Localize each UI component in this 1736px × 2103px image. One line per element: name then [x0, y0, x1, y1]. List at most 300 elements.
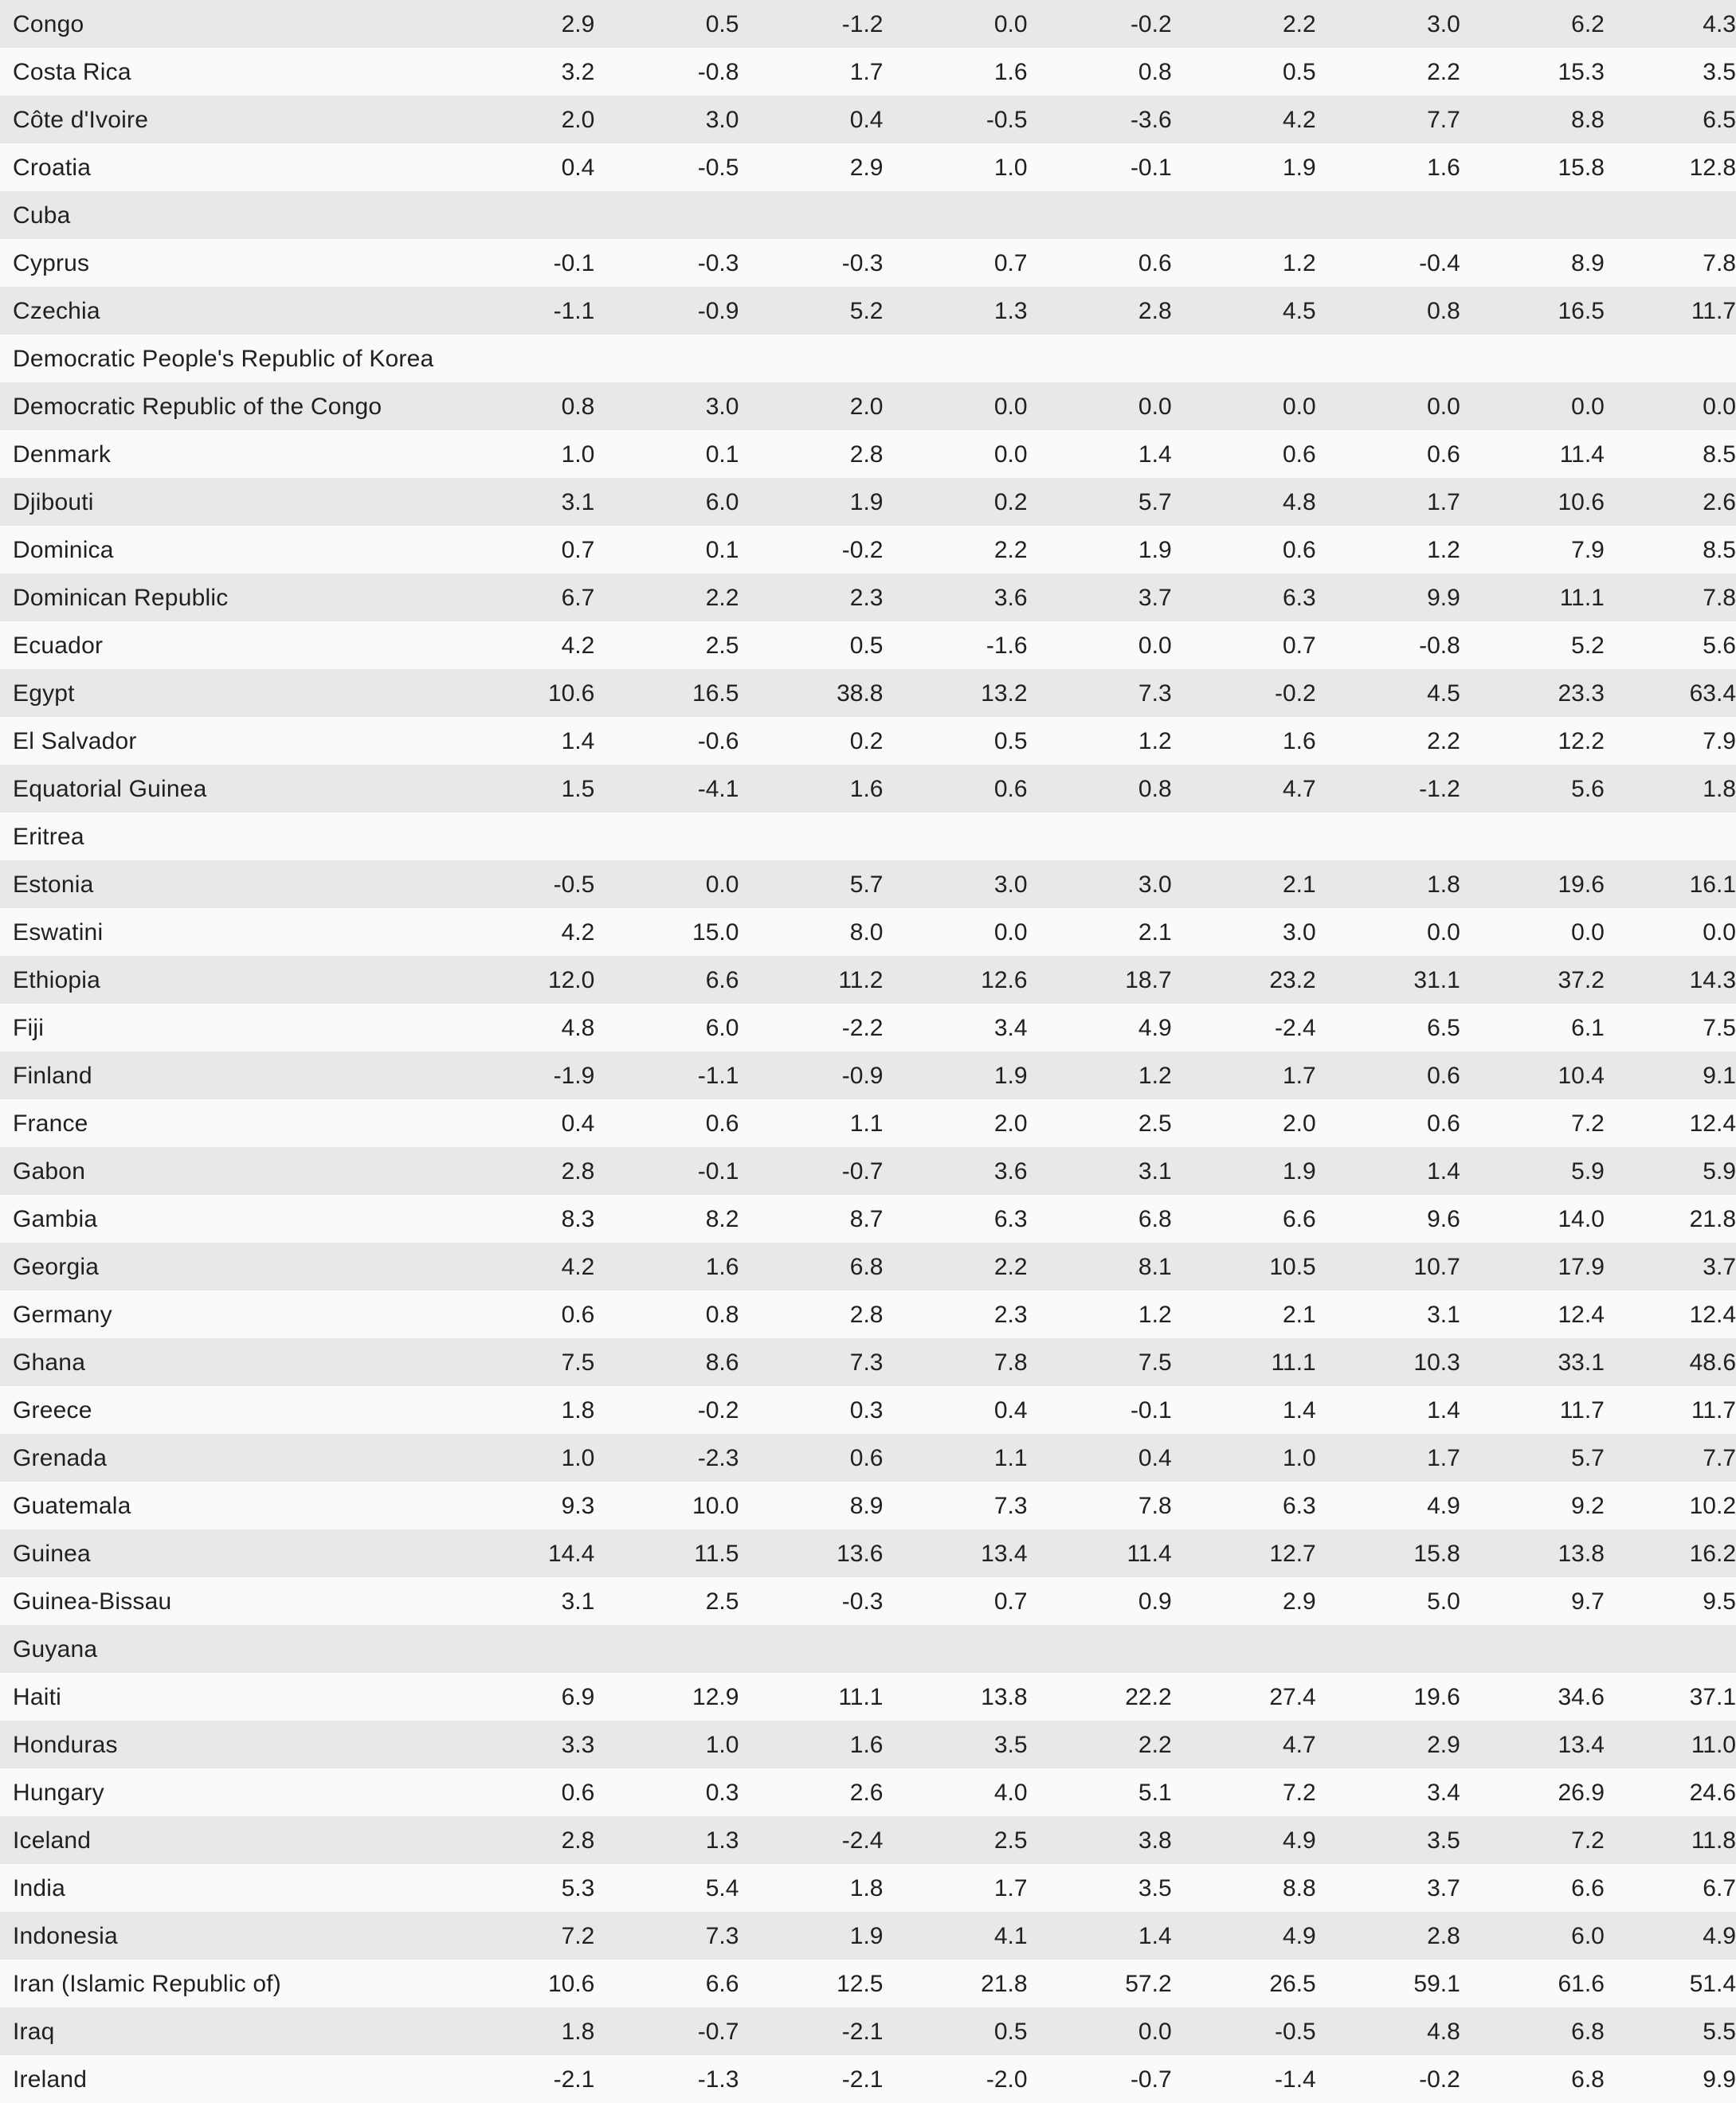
value-cell: 11.2 — [838, 966, 884, 993]
value-cell: 6.8 — [1571, 2066, 1605, 2093]
value-cell: 11.7 — [1691, 1396, 1736, 1424]
value-cell: 3.1 — [1138, 1157, 1172, 1185]
table-row — [0, 1338, 1736, 1386]
value-cell: 10.7 — [1413, 1253, 1460, 1280]
value-cell: 2.8 — [849, 441, 884, 468]
value-cell: 3.0 — [1138, 871, 1172, 898]
value-cell: 10.4 — [1558, 1062, 1605, 1089]
value-cell: 6.3 — [993, 1205, 1028, 1232]
value-cell: 16.1 — [1689, 871, 1736, 898]
value-cell: 12.4 — [1689, 1110, 1736, 1137]
value-cell: 11.8 — [1691, 1827, 1736, 1854]
country-name-cell: Costa Rica — [13, 58, 131, 85]
value-cell: 0.0 — [1703, 918, 1736, 946]
value-cell — [739, 335, 883, 382]
value-cell: 38.8 — [837, 679, 884, 707]
value-cell — [1172, 335, 1316, 382]
value-cell: -1.6 — [986, 632, 1028, 659]
value-cell: -0.8 — [697, 58, 739, 85]
value-cell: 8.2 — [705, 1205, 739, 1232]
table-row — [0, 287, 1736, 335]
value-cell: 19.6 — [1558, 871, 1605, 898]
value-cell: 7.2 — [1571, 1110, 1605, 1137]
table-row — [0, 1147, 1736, 1195]
value-cell: 0.0 — [1427, 393, 1460, 420]
value-cell: 15.8 — [1558, 154, 1605, 181]
value-cell: 2.9 — [849, 154, 884, 181]
value-cell: 1.2 — [1138, 727, 1172, 754]
table-row — [0, 813, 1736, 860]
value-cell: 3.2 — [561, 58, 595, 85]
value-cell: 3.5 — [1138, 1874, 1172, 1901]
value-cell: 8.5 — [1703, 536, 1736, 563]
value-cell: 3.7 — [1427, 1874, 1460, 1901]
country-name-cell: Estonia — [13, 871, 94, 898]
value-cell: 7.5 — [1703, 1014, 1736, 1041]
value-cell: 3.1 — [561, 1588, 595, 1615]
value-cell: 5.2 — [1571, 632, 1605, 659]
value-cell — [883, 813, 1027, 860]
country-name-cell: Finland — [13, 1062, 92, 1089]
value-cell: 0.6 — [561, 1301, 595, 1328]
value-cell: 7.8 — [993, 1349, 1028, 1376]
value-cell: 7.3 — [705, 1922, 739, 1949]
value-cell: 57.2 — [1125, 1970, 1172, 1997]
value-cell: 3.5 — [993, 1731, 1028, 1758]
value-cell: -0.1 — [553, 249, 595, 276]
value-cell: 1.6 — [849, 1731, 884, 1758]
value-cell: -0.9 — [697, 297, 739, 324]
value-cell: 1.8 — [1427, 871, 1460, 898]
value-cell: -0.3 — [697, 249, 739, 276]
value-cell — [1028, 335, 1172, 382]
value-cell: 0.7 — [993, 1588, 1028, 1615]
value-cell: 3.6 — [993, 1157, 1028, 1185]
value-cell: -0.5 — [697, 154, 739, 181]
value-cell: 1.4 — [1138, 441, 1172, 468]
value-cell: 21.8 — [1689, 1205, 1736, 1232]
value-cell: 4.8 — [1283, 488, 1316, 515]
value-cell: 37.1 — [1689, 1683, 1736, 1710]
value-cell: 12.9 — [692, 1683, 739, 1710]
value-cell: -2.0 — [986, 2066, 1028, 2093]
table-row — [0, 1482, 1736, 1529]
value-cell — [1316, 335, 1460, 382]
value-cell — [450, 813, 594, 860]
value-cell: 2.8 — [849, 1301, 884, 1328]
value-cell: 9.9 — [1427, 584, 1460, 611]
value-cell — [1460, 1625, 1605, 1673]
value-cell: 13.2 — [981, 679, 1028, 707]
value-cell: 11.5 — [694, 1540, 739, 1567]
value-cell: -0.5 — [1275, 2018, 1316, 2045]
table-row — [0, 1434, 1736, 1482]
country-name-cell: Czechia — [13, 297, 100, 324]
value-cell — [594, 191, 739, 239]
value-cell: 0.1 — [705, 441, 739, 468]
value-cell: 1.4 — [1138, 1922, 1172, 1949]
country-name-cell: Haiti — [13, 1683, 62, 1710]
value-cell: 4.5 — [1283, 297, 1316, 324]
value-cell: -1.2 — [1419, 775, 1460, 802]
country-name-cell: Eswatini — [13, 918, 104, 946]
value-cell: 4.2 — [1283, 106, 1316, 133]
value-cell: 2.8 — [1427, 1922, 1460, 1949]
value-cell: 6.5 — [1703, 106, 1736, 133]
value-cell: 13.4 — [981, 1540, 1028, 1567]
value-cell: 4.9 — [1283, 1922, 1316, 1949]
value-cell: 1.0 — [561, 1444, 595, 1471]
value-cell: 6.8 — [1138, 1205, 1172, 1232]
table-row — [0, 96, 1736, 143]
value-cell: 2.2 — [1427, 58, 1460, 85]
value-cell: 0.6 — [1138, 249, 1172, 276]
value-cell: 5.9 — [1703, 1157, 1736, 1185]
value-cell: 9.7 — [1571, 1588, 1605, 1615]
value-cell: 2.1 — [1138, 918, 1172, 946]
value-cell: 16.2 — [1689, 1540, 1736, 1567]
table-row — [0, 908, 1736, 956]
country-name-cell: Cuba — [13, 202, 71, 229]
value-cell: 16.5 — [692, 679, 739, 707]
value-cell: 0.0 — [993, 441, 1028, 468]
value-cell: 1.7 — [1427, 1444, 1460, 1471]
value-cell: -0.1 — [1130, 1396, 1172, 1424]
value-cell: 2.0 — [849, 393, 884, 420]
table-row — [0, 1195, 1736, 1243]
country-name-cell: Fiji — [13, 1014, 45, 1041]
value-cell: 1.0 — [1283, 1444, 1316, 1471]
value-cell: -2.1 — [553, 2066, 595, 2093]
value-cell: 7.9 — [1703, 727, 1736, 754]
value-cell: 7.8 — [1703, 584, 1736, 611]
value-cell: 0.0 — [1571, 393, 1605, 420]
value-cell: 7.2 — [561, 1922, 595, 1949]
value-cell: 0.6 — [849, 1444, 884, 1471]
value-cell: 0.4 — [561, 1110, 595, 1137]
table-row — [0, 1625, 1736, 1673]
value-cell: 6.0 — [705, 1014, 739, 1041]
value-cell: 4.8 — [561, 1014, 595, 1041]
value-cell: 0.6 — [1427, 441, 1460, 468]
table-row — [0, 430, 1736, 478]
value-cell: 0.8 — [561, 393, 595, 420]
value-cell: 4.2 — [561, 632, 595, 659]
value-cell: -1.1 — [697, 1062, 739, 1089]
value-cell: 1.2 — [1283, 249, 1316, 276]
value-cell: -2.2 — [841, 1014, 884, 1041]
value-cell: -0.8 — [1419, 632, 1460, 659]
value-cell: 2.5 — [993, 1827, 1028, 1854]
value-cell: 11.7 — [1691, 297, 1736, 324]
country-name-cell: El Salvador — [13, 727, 137, 754]
value-cell: 14.3 — [1689, 966, 1736, 993]
value-cell: 8.5 — [1703, 441, 1736, 468]
value-cell: 2.0 — [561, 106, 595, 133]
value-cell: 0.5 — [1283, 58, 1316, 85]
table-row — [0, 1529, 1736, 1577]
value-cell: 3.6 — [993, 584, 1028, 611]
table-row — [0, 382, 1736, 430]
value-cell: 2.5 — [705, 1588, 739, 1615]
value-cell: 10.6 — [547, 679, 595, 707]
country-name-cell: Eritrea — [13, 823, 84, 850]
value-cell: 0.4 — [1138, 1444, 1172, 1471]
value-cell: 4.8 — [1427, 2018, 1460, 2045]
value-cell: 2.2 — [993, 536, 1028, 563]
value-cell: 2.0 — [993, 1110, 1028, 1137]
country-name-cell: Greece — [13, 1396, 92, 1424]
value-cell: 0.6 — [1427, 1062, 1460, 1089]
value-cell: 1.7 — [1427, 488, 1460, 515]
value-cell: 6.0 — [705, 488, 739, 515]
value-cell: 1.5 — [561, 775, 595, 802]
value-cell: 10.6 — [1558, 488, 1605, 515]
value-cell: 5.7 — [849, 871, 884, 898]
table-row — [0, 1577, 1736, 1625]
table-row — [0, 765, 1736, 813]
country-name-cell: Ghana — [13, 1349, 86, 1376]
value-cell: 1.2 — [1427, 536, 1460, 563]
value-cell: 2.2 — [1283, 10, 1316, 37]
country-name-cell: Ethiopia — [13, 966, 101, 993]
value-cell: 0.0 — [1138, 632, 1172, 659]
value-cell: 2.8 — [1138, 297, 1172, 324]
table-row — [0, 526, 1736, 574]
value-cell: 7.3 — [1138, 679, 1172, 707]
value-cell: -2.3 — [697, 1444, 739, 1471]
value-cell: 0.0 — [993, 918, 1028, 946]
value-cell: 3.0 — [705, 393, 739, 420]
value-cell — [1316, 191, 1460, 239]
value-cell: 7.8 — [1138, 1492, 1172, 1519]
value-cell: 2.8 — [561, 1827, 595, 1854]
value-cell: 19.6 — [1413, 1683, 1460, 1710]
value-cell: 4.9 — [1703, 1922, 1736, 1949]
value-cell: 2.6 — [849, 1779, 884, 1806]
value-cell: 4.9 — [1138, 1014, 1172, 1041]
value-cell: 51.4 — [1689, 1970, 1736, 1997]
value-cell: -0.2 — [1419, 2066, 1460, 2093]
value-cell: 2.0 — [1283, 1110, 1316, 1137]
value-cell: -1.3 — [697, 2066, 739, 2093]
value-cell: 13.6 — [837, 1540, 884, 1567]
value-cell — [1028, 813, 1172, 860]
value-cell: 1.4 — [1427, 1157, 1460, 1185]
value-cell: -1.4 — [1275, 2066, 1316, 2093]
value-cell: -3.6 — [1130, 106, 1172, 133]
value-cell: 1.9 — [1283, 154, 1316, 181]
value-cell: 11.0 — [1691, 1731, 1736, 1758]
table-row — [0, 191, 1736, 239]
value-cell: 12.0 — [547, 966, 595, 993]
value-cell: 6.6 — [1571, 1874, 1605, 1901]
value-cell: 5.7 — [1138, 488, 1172, 515]
country-name-cell: Gambia — [13, 1205, 98, 1232]
value-cell: 13.8 — [1558, 1540, 1605, 1567]
value-cell: 1.6 — [1283, 727, 1316, 754]
value-cell: 8.6 — [705, 1349, 739, 1376]
value-cell: 1.8 — [1703, 775, 1736, 802]
value-cell: -2.1 — [841, 2018, 884, 2045]
value-cell — [1316, 813, 1460, 860]
country-name-cell: Iceland — [13, 1827, 92, 1854]
value-cell: 6.7 — [1703, 1874, 1736, 1901]
value-cell: 0.5 — [705, 10, 739, 37]
value-cell: 2.3 — [849, 584, 884, 611]
value-cell: -0.7 — [1130, 2066, 1172, 2093]
value-cell: 0.0 — [1283, 393, 1316, 420]
value-cell: 10.6 — [547, 1970, 595, 1997]
value-cell: 4.9 — [1427, 1492, 1460, 1519]
value-cell: 6.9 — [561, 1683, 595, 1710]
value-cell: 3.5 — [1703, 58, 1736, 85]
value-cell: -0.6 — [697, 727, 739, 754]
value-cell: -0.5 — [986, 106, 1028, 133]
value-cell: 1.7 — [993, 1874, 1028, 1901]
value-cell: 9.5 — [1703, 1588, 1736, 1615]
table-row — [0, 2055, 1736, 2103]
value-cell: 9.6 — [1427, 1205, 1460, 1232]
value-cell: 24.6 — [1689, 1779, 1736, 1806]
value-cell: 3.4 — [1427, 1779, 1460, 1806]
value-cell: 3.1 — [561, 488, 595, 515]
value-cell: 26.5 — [1269, 1970, 1316, 1997]
value-cell: 0.5 — [993, 727, 1028, 754]
value-cell: 2.1 — [1283, 1301, 1316, 1328]
value-cell: -0.1 — [1130, 154, 1172, 181]
value-cell — [594, 813, 739, 860]
country-name-cell: France — [13, 1110, 88, 1137]
value-cell: 0.8 — [1427, 297, 1460, 324]
value-cell: 12.7 — [1269, 1540, 1316, 1567]
value-cell: 1.3 — [705, 1827, 739, 1854]
value-cell: 0.0 — [1571, 918, 1605, 946]
country-name-cell: Germany — [13, 1301, 112, 1328]
value-cell — [450, 335, 594, 382]
table-row — [0, 1673, 1736, 1721]
value-cell — [1605, 1625, 1736, 1673]
value-cell: 0.6 — [1283, 441, 1316, 468]
value-cell: 15.0 — [692, 918, 739, 946]
value-cell: -4.1 — [697, 775, 739, 802]
table-row — [0, 1386, 1736, 1434]
value-cell: -0.7 — [841, 1157, 884, 1185]
table-row — [0, 621, 1736, 669]
value-cell: 0.8 — [705, 1301, 739, 1328]
value-cell: -0.5 — [553, 871, 595, 898]
value-cell: 3.0 — [705, 106, 739, 133]
value-cell: -2.4 — [841, 1827, 884, 1854]
value-cell — [1172, 813, 1316, 860]
value-cell: 3.0 — [1427, 10, 1460, 37]
country-name-cell: Ecuador — [13, 632, 104, 659]
value-cell: -0.9 — [841, 1062, 884, 1089]
value-cell: 63.4 — [1689, 679, 1736, 707]
value-cell: 7.2 — [1571, 1827, 1605, 1854]
value-cell: -0.1 — [697, 1157, 739, 1185]
value-cell — [1605, 335, 1736, 382]
value-cell — [594, 335, 739, 382]
value-cell: 2.2 — [1427, 727, 1460, 754]
country-name-cell: Côte d'Ivoire — [13, 106, 149, 133]
value-cell: 12.5 — [837, 1970, 884, 1997]
country-name-cell: Guyana — [13, 1635, 98, 1662]
country-name-cell: Equatorial Guinea — [13, 775, 207, 802]
value-cell: 0.3 — [849, 1396, 884, 1424]
country-name-cell: Guinea — [13, 1540, 91, 1567]
value-cell: -0.2 — [841, 536, 884, 563]
table-row — [0, 335, 1736, 382]
value-cell: 0.4 — [561, 154, 595, 181]
table-row — [0, 1099, 1736, 1147]
value-cell: 0.7 — [993, 249, 1028, 276]
table-row — [0, 1960, 1736, 2007]
value-cell: 11.4 — [1127, 1540, 1172, 1567]
value-cell: 21.8 — [981, 1970, 1028, 1997]
value-cell: 10.5 — [1269, 1253, 1316, 1280]
value-cell: 0.2 — [993, 488, 1028, 515]
value-cell: 1.3 — [993, 297, 1028, 324]
country-name-cell: Dominican Republic — [13, 584, 229, 611]
value-cell: 1.9 — [849, 1922, 884, 1949]
value-cell — [1316, 1625, 1460, 1673]
value-cell: 10.2 — [1689, 1492, 1736, 1519]
value-cell — [450, 191, 594, 239]
value-cell: 0.6 — [1283, 536, 1316, 563]
table-row — [0, 0, 1736, 48]
value-cell: 8.9 — [849, 1492, 884, 1519]
value-cell: 0.0 — [1427, 918, 1460, 946]
value-cell: 2.1 — [1283, 871, 1316, 898]
value-cell: 5.0 — [1427, 1588, 1460, 1615]
value-cell: 7.3 — [993, 1492, 1028, 1519]
value-cell: 0.0 — [1703, 393, 1736, 420]
value-cell: 2.5 — [705, 632, 739, 659]
value-cell: 3.0 — [1283, 918, 1316, 946]
value-cell — [883, 191, 1027, 239]
table-row — [0, 239, 1736, 287]
value-cell — [1172, 191, 1316, 239]
country-name-cell: Guatemala — [13, 1492, 131, 1519]
value-cell: -0.3 — [841, 1588, 884, 1615]
value-cell: 7.7 — [1703, 1444, 1736, 1471]
value-cell: 1.0 — [705, 1731, 739, 1758]
value-cell: 3.5 — [1427, 1827, 1460, 1854]
value-cell: 27.4 — [1269, 1683, 1316, 1710]
value-cell: 12.6 — [981, 966, 1028, 993]
value-cell: 6.0 — [1571, 1922, 1605, 1949]
value-cell: 0.2 — [849, 727, 884, 754]
value-cell: 0.0 — [1138, 393, 1172, 420]
value-cell: 6.6 — [705, 966, 739, 993]
value-cell: 6.6 — [1283, 1205, 1316, 1232]
value-cell — [1028, 191, 1172, 239]
value-cell: 1.6 — [1427, 154, 1460, 181]
value-cell: 8.8 — [1571, 106, 1605, 133]
value-cell — [1460, 191, 1605, 239]
value-cell: 1.9 — [1283, 1157, 1316, 1185]
value-cell: 1.9 — [1138, 536, 1172, 563]
country-name-cell: Guinea-Bissau — [13, 1588, 172, 1615]
value-cell: 11.7 — [1559, 1396, 1605, 1424]
table-row — [0, 478, 1736, 526]
value-cell: 5.5 — [1703, 2018, 1736, 2045]
value-cell: 8.0 — [849, 918, 884, 946]
value-cell: 6.1 — [1571, 1014, 1605, 1041]
value-cell: 23.2 — [1269, 966, 1316, 993]
value-cell: 26.9 — [1558, 1779, 1605, 1806]
